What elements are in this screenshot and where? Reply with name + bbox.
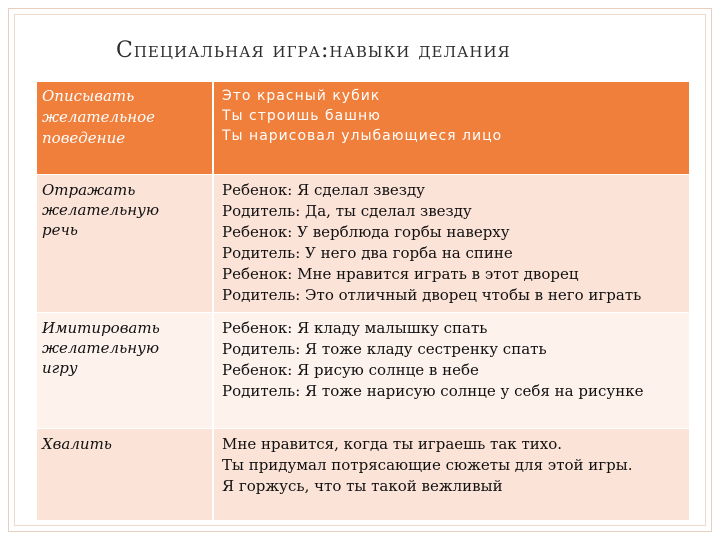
example-line: Ты придумал потрясающие сюжеты для этой игры. bbox=[222, 455, 633, 474]
table-row-reflect bbox=[37, 174, 689, 312]
skill-text: игру bbox=[42, 358, 78, 377]
table-row-describe bbox=[37, 82, 689, 174]
examples-cell bbox=[213, 82, 689, 174]
example-line: Ребенок: Мне нравится играть в этот дворец bbox=[222, 264, 579, 283]
example-line: Родитель: Да, ты сделал звезду bbox=[222, 201, 472, 220]
example-line: Я горжусь, что ты такой вежливый bbox=[222, 476, 503, 495]
example-line: Родитель: Это отличный дворец чтобы в него играть bbox=[222, 285, 642, 304]
skill-text: Отражать bbox=[42, 180, 136, 199]
skill-text: поведение bbox=[42, 129, 126, 147]
skills-table bbox=[37, 82, 689, 521]
skill-text: речь bbox=[42, 220, 78, 239]
slide-title: Специальная игра:навыки делания bbox=[116, 38, 511, 63]
example-line: Ребенок: У верблюда горбы наверху bbox=[222, 222, 510, 241]
skill-text: Имитировать bbox=[42, 318, 160, 337]
skill-text: желательную bbox=[42, 338, 160, 357]
table-row-imitate bbox=[37, 312, 689, 428]
skill-text: Описывать bbox=[42, 87, 135, 105]
example-line: Это красный кубик bbox=[222, 88, 381, 104]
example-line: Ребенок: Я кладу малышку спать bbox=[222, 318, 488, 337]
skill-text: Хвалить bbox=[42, 434, 112, 453]
skill-text: желательное bbox=[42, 108, 156, 126]
example-line: Родитель: Я тоже нарисую солнце у себя на рисунке bbox=[222, 381, 644, 400]
skill-cell bbox=[37, 174, 213, 312]
examples-cell bbox=[213, 428, 689, 520]
skill-cell bbox=[37, 82, 213, 174]
skill-cell bbox=[37, 312, 213, 428]
example-line: Мне нравится, когда ты играешь так тихо. bbox=[222, 434, 562, 453]
skill-text: желательную bbox=[42, 200, 160, 219]
example-line: Ты строишь башню bbox=[222, 108, 381, 124]
example-line: Ты нарисовал улыбающиеся лицо bbox=[222, 128, 503, 144]
examples-cell bbox=[213, 312, 689, 428]
example-line: Родитель: У него два горба на спине bbox=[222, 243, 513, 262]
table-row-praise bbox=[37, 428, 689, 520]
example-line: Ребенок: Я рисую солнце в небе bbox=[222, 360, 479, 379]
example-line: Родитель: Я тоже кладу сестренку спать bbox=[222, 339, 547, 358]
example-line: Ребенок: Я сделал звезду bbox=[222, 180, 426, 199]
skill-cell bbox=[37, 428, 213, 520]
examples-cell bbox=[213, 174, 689, 312]
